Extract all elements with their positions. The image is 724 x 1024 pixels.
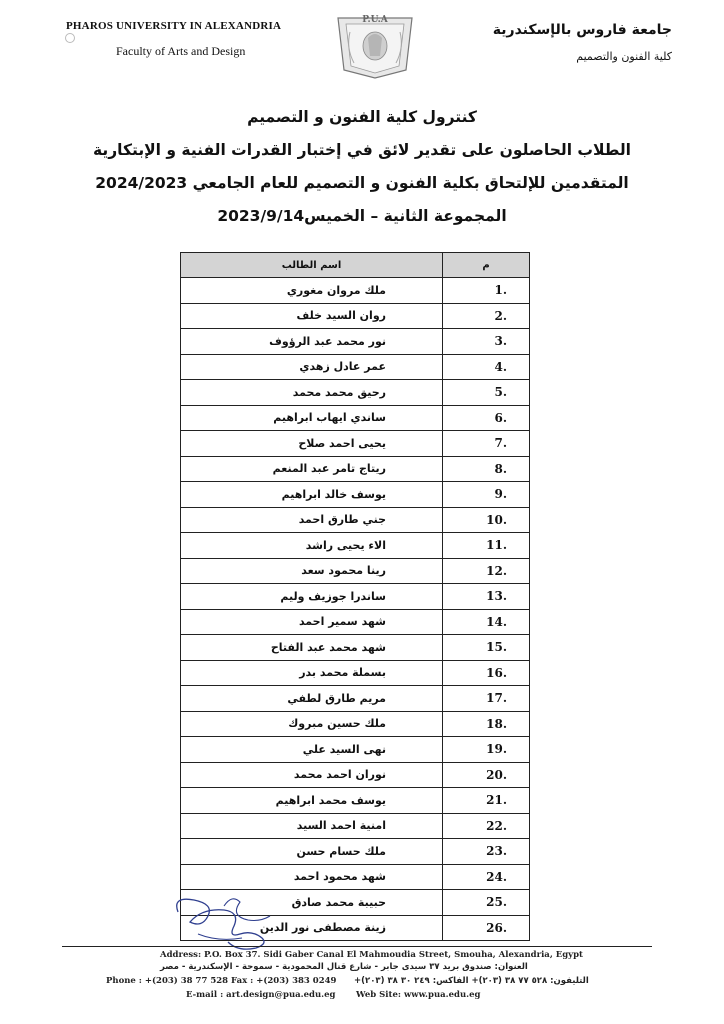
footer-divider <box>62 946 652 947</box>
student-name: جني طارق احمد <box>181 507 443 533</box>
row-number: .25 <box>443 890 530 916</box>
student-name: نور محمد عبد الرؤوف <box>181 329 443 355</box>
student-name: شهد محمود احمد <box>181 864 443 890</box>
table-row <box>181 329 530 355</box>
student-name: نوران احمد محمد <box>181 762 443 788</box>
student-name: حبيبة محمد صادق <box>181 890 443 916</box>
row-number: .19 <box>443 737 530 763</box>
column-header-student-name: اسم الطالب <box>181 253 443 278</box>
table-row <box>181 507 530 533</box>
student-name: ساندي ايهاب ابراهيم <box>181 405 443 431</box>
student-name: شهد محمد عبد الفتاح <box>181 635 443 661</box>
table-body <box>181 278 530 941</box>
student-name: امنية احمد السيد <box>181 813 443 839</box>
table-row <box>181 533 530 559</box>
row-number: .26 <box>443 915 530 941</box>
student-name: ملك حسام حسن <box>181 839 443 865</box>
university-seal-logo <box>330 8 420 80</box>
student-name: يوسف محمد ابراهيم <box>181 788 443 814</box>
student-name: روان السيد خلف <box>181 303 443 329</box>
faculty-name-ar: كلية الفنون والتصميم <box>576 50 672 63</box>
row-number: .13 <box>443 584 530 610</box>
student-name: ملك مروان مغوري <box>181 278 443 304</box>
table-row <box>181 558 530 584</box>
table-row <box>181 711 530 737</box>
table-row <box>181 405 530 431</box>
table-row <box>181 762 530 788</box>
table-row <box>181 482 530 508</box>
table-row <box>181 635 530 661</box>
table-row <box>181 813 530 839</box>
student-name: زينة مصطفى نور الدين <box>181 915 443 941</box>
table-header-row <box>181 253 530 278</box>
header-arabic <box>493 22 672 63</box>
student-name: مريم طارق لطفي <box>181 686 443 712</box>
title-line-3: المتقدمين للإلتحاق بكلية الفنون و التصميم للعام الجامعي 2024/2023 <box>95 174 629 192</box>
title-line-2: الطلاب الحاصلون على تقدير لائق في إختبار القدرات الفنية و الإبتكارية <box>93 141 631 159</box>
table-row <box>181 660 530 686</box>
university-name-en: PHAROS UNIVERSITY IN ALEXANDRIA <box>66 20 282 32</box>
table-row <box>181 456 530 482</box>
header-english <box>66 20 326 59</box>
row-number: .5 <box>443 380 530 406</box>
row-number: .8 <box>443 456 530 482</box>
column-header-number: م <box>443 253 530 278</box>
footer-email: E-mail : art.design@pua.edu.eg <box>186 990 336 1000</box>
table-row <box>181 380 530 406</box>
row-number: .17 <box>443 686 530 712</box>
table-row <box>181 737 530 763</box>
faculty-name-en: Faculty of Arts and Design <box>116 44 246 58</box>
row-number: .24 <box>443 864 530 890</box>
table-row <box>181 278 530 304</box>
row-number: .21 <box>443 788 530 814</box>
footer-address-ar: العنوان: صندوق بريد ٣٧ سيدى جابر - شارع قنال المحمودية - سموحة - الإسكندرية - مصر <box>160 962 528 972</box>
document-titles <box>60 104 664 236</box>
row-number: .12 <box>443 558 530 584</box>
student-name: الاء يحيى راشد <box>181 533 443 559</box>
row-number: .3 <box>443 329 530 355</box>
student-name: رينا محمود سعد <box>181 558 443 584</box>
row-number: .22 <box>443 813 530 839</box>
row-number: .9 <box>443 482 530 508</box>
table-row <box>181 609 530 635</box>
row-number: .10 <box>443 507 530 533</box>
student-name: نهى السيد علي <box>181 737 443 763</box>
student-name: رحيق محمد محمد <box>181 380 443 406</box>
student-name: يحيى احمد صلاح <box>181 431 443 457</box>
table-row <box>181 354 530 380</box>
row-number: .23 <box>443 839 530 865</box>
row-number: .18 <box>443 711 530 737</box>
row-number: .16 <box>443 660 530 686</box>
university-name-ar: جامعة فاروس بالإسكندرية <box>492 22 672 38</box>
table-row <box>181 686 530 712</box>
table-row <box>181 584 530 610</box>
student-name: بسملة محمد بدر <box>181 660 443 686</box>
row-number: .15 <box>443 635 530 661</box>
row-number: .4 <box>443 354 530 380</box>
table-row <box>181 303 530 329</box>
student-name: ريتاج تامر عبد المنعم <box>181 456 443 482</box>
table-row <box>181 431 530 457</box>
title-line-4: المجموعة الثانية – الخميس2023/9/14 <box>217 207 507 225</box>
footer-website: Web Site: www.pua.edu.eg <box>356 990 481 1000</box>
footer-phone-en: Phone : +(203) 38 77 528 Fax : +(203) 383 0249 <box>106 976 337 986</box>
table-row <box>181 788 530 814</box>
title-line-1: كنترول كلية الفنون و التصميم <box>247 108 477 126</box>
handwritten-signature <box>168 882 278 952</box>
student-roster-table <box>180 252 530 941</box>
student-name: ساندرا جوزيف وليم <box>181 584 443 610</box>
row-number: .1 <box>443 278 530 304</box>
footer-address-en: Address: P.O. Box 37. Sidi Gaber Canal El Mahmoudia Street, Smouha, Alexandria, Egypt <box>160 950 583 960</box>
row-number: .7 <box>443 431 530 457</box>
row-number: .20 <box>443 762 530 788</box>
row-number: .11 <box>443 533 530 559</box>
student-name: عمر عادل زهدي <box>181 354 443 380</box>
table-row <box>181 839 530 865</box>
row-number: .2 <box>443 303 530 329</box>
student-name: شهد سمير احمد <box>181 609 443 635</box>
student-name: يوسف خالد ابراهيم <box>181 482 443 508</box>
row-number: .6 <box>443 405 530 431</box>
student-name: ملك حسين مبروك <box>181 711 443 737</box>
logo-text: P.U.A <box>362 15 388 25</box>
footer-phone-ar: التليفون: ٥٢٨ ٧٧ ٣٨ (٢٠٣)+ الفاكس: ٢٤٩ ٣٠ ٣٨ (٢٠٣)+ <box>354 976 589 986</box>
row-number: .14 <box>443 609 530 635</box>
